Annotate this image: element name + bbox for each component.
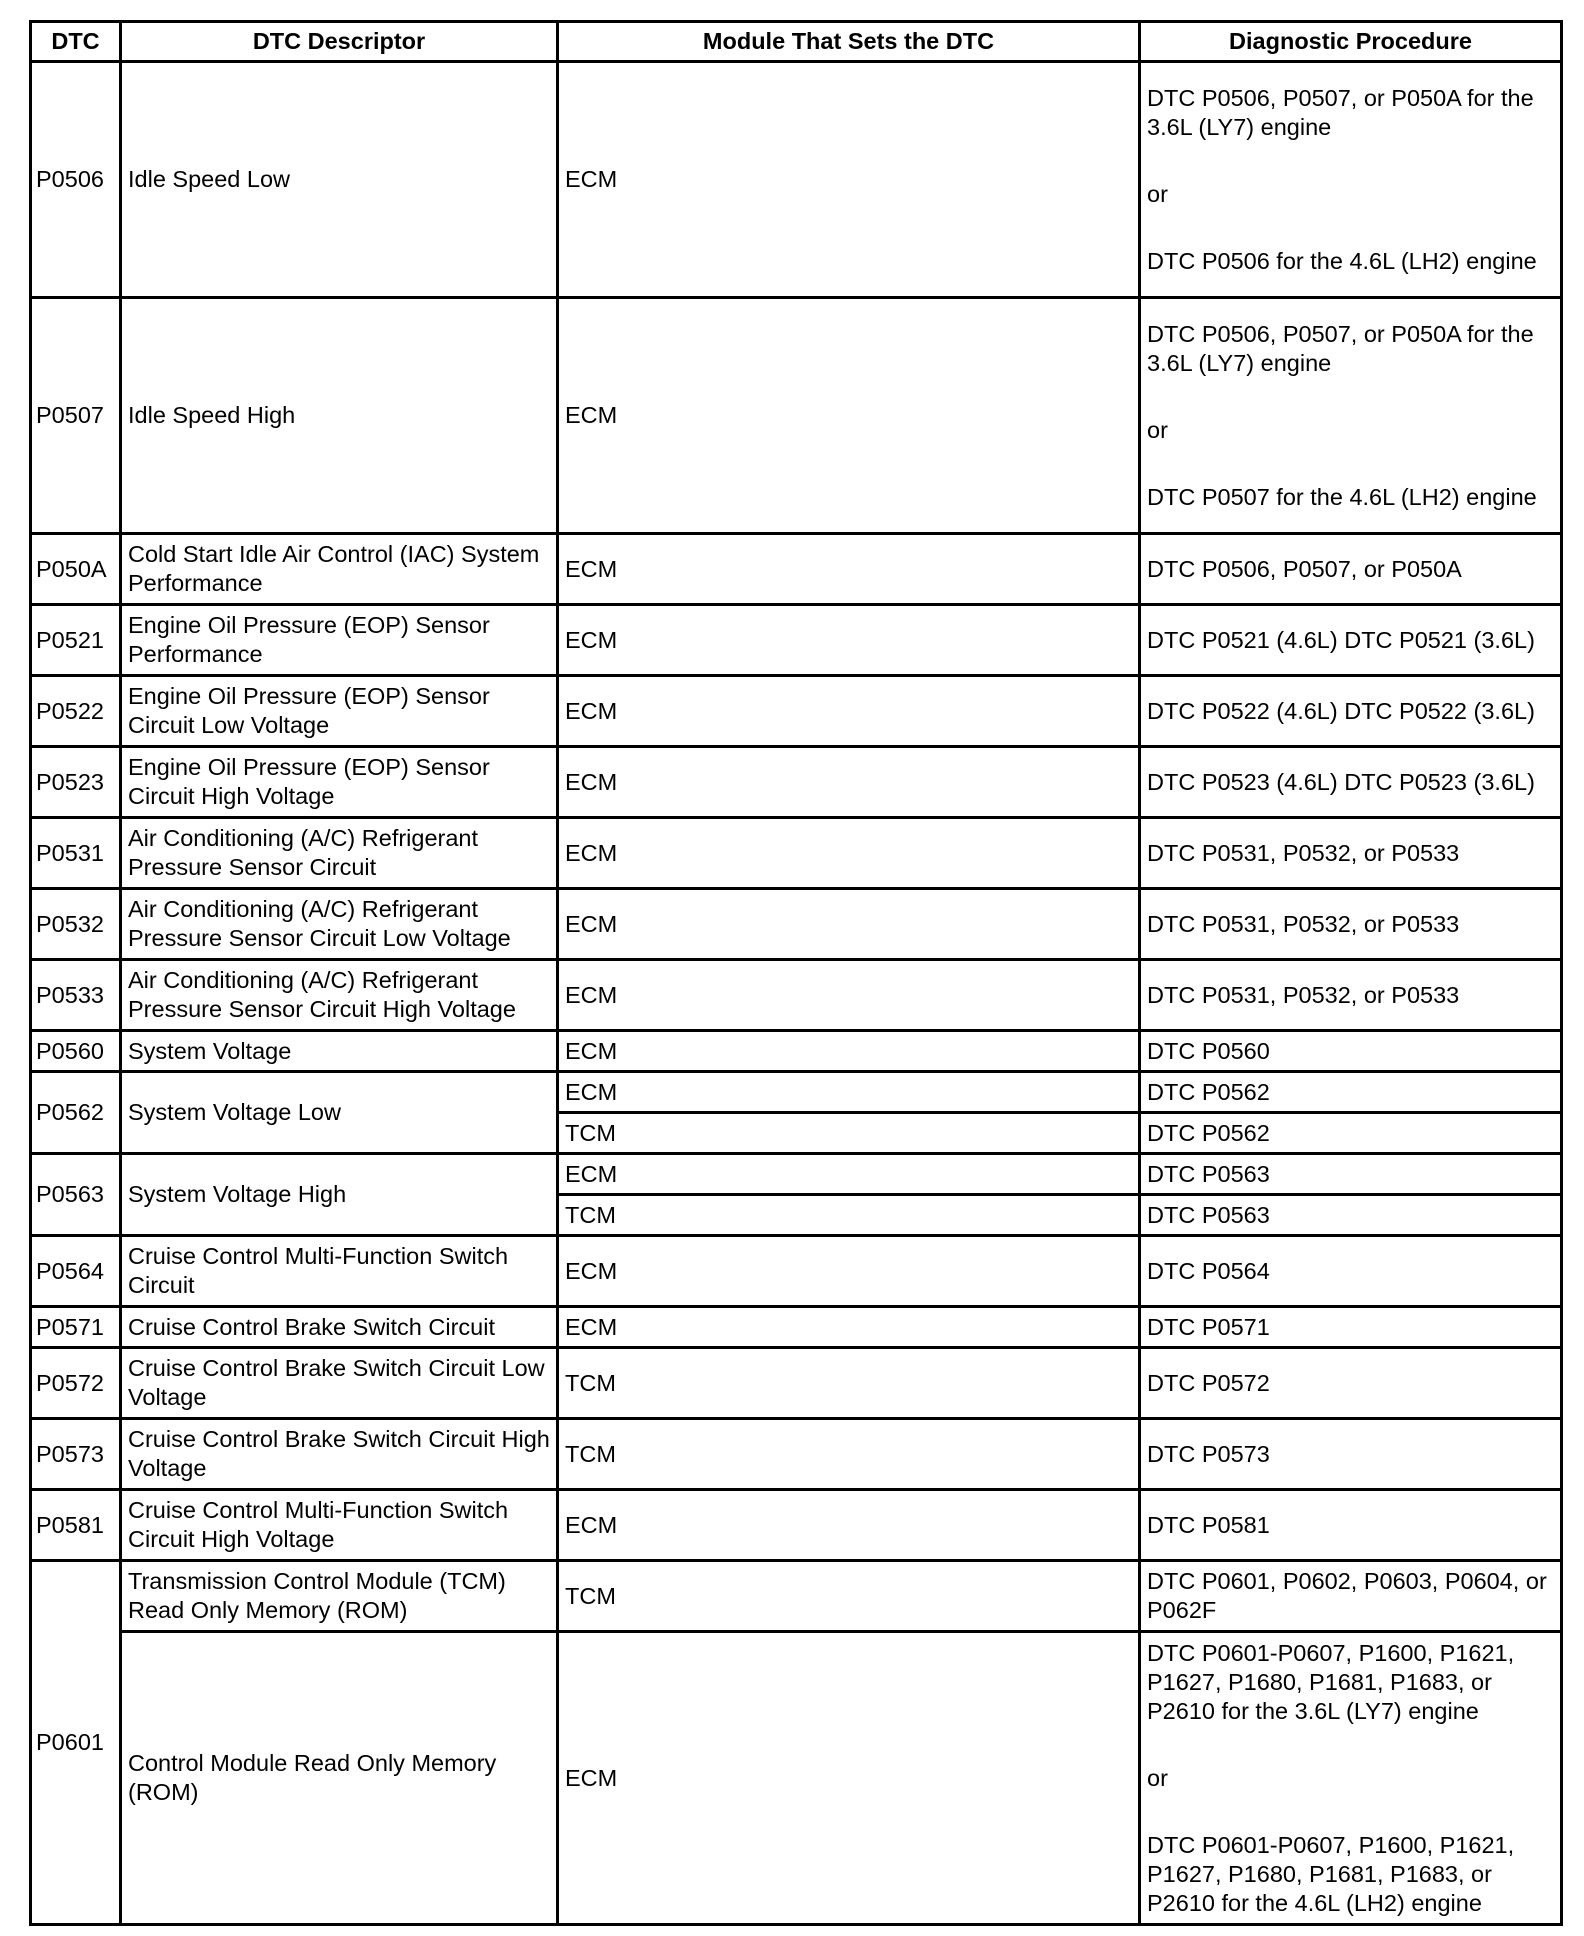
procedure-line: DTC P0601-P0607, P1600, P1621, P1627, P1680, P1681, P1683, or P2610 for the 4.6L (LH2) engine	[1147, 1831, 1515, 1916]
module: ECM	[558, 1490, 1140, 1561]
table-row	[31, 889, 1562, 960]
module: TCM	[558, 1113, 1140, 1154]
table-row	[31, 534, 1562, 605]
module: TCM	[558, 1348, 1140, 1419]
diagnostic-procedure: DTC P0563	[1140, 1195, 1562, 1236]
dtc-code: P0523	[31, 747, 121, 818]
dtc-descriptor: Control Module Read Only Memory (ROM)	[121, 1632, 558, 1925]
module: ECM	[558, 62, 1140, 298]
diagnostic-procedure: DTC P0521 (4.6L) DTC P0521 (3.6L)	[1140, 605, 1562, 676]
dtc-code: P0533	[31, 960, 121, 1031]
procedure-line: DTC P0507 for the 4.6L (LH2) engine	[1147, 483, 1537, 510]
module: ECM	[558, 960, 1140, 1031]
module: ECM	[558, 1236, 1140, 1307]
dtc-code: P0564	[31, 1236, 121, 1307]
diagnostic-procedure: DTC P0531, P0532, or P0533	[1140, 818, 1562, 889]
dtc-code: P0560	[31, 1031, 121, 1072]
table-row	[31, 1419, 1562, 1490]
module: TCM	[558, 1561, 1140, 1632]
table-row	[31, 747, 1562, 818]
module: ECM	[558, 889, 1140, 960]
table-row	[31, 62, 1562, 298]
dtc-code: P0571	[31, 1307, 121, 1348]
header-dtc: DTC	[31, 22, 121, 62]
module: TCM	[558, 1195, 1140, 1236]
dtc-descriptor: Cruise Control Brake Switch Circuit Low Voltage	[121, 1348, 558, 1419]
table-row	[31, 1072, 1562, 1113]
procedure-line: DTC P0506, P0507, or P050A for the 3.6L (LY7) engine	[1147, 320, 1534, 376]
module: ECM	[558, 818, 1140, 889]
dtc-code: P0562	[31, 1072, 121, 1154]
table-row	[31, 1632, 1562, 1925]
table-row	[31, 1154, 1562, 1195]
diagnostic-procedure: DTC P0601, P0602, P0603, P0604, or P062F	[1140, 1561, 1562, 1632]
dtc-descriptor: Engine Oil Pressure (EOP) Sensor Circuit High Voltage	[121, 747, 558, 818]
header-row	[31, 22, 1562, 62]
header-diagnostic-procedure: Diagnostic Procedure	[1140, 22, 1562, 62]
module: ECM	[558, 534, 1140, 605]
diagnostic-procedure: DTC P0572	[1140, 1348, 1562, 1419]
module: ECM	[558, 298, 1140, 534]
diagnostic-procedure: DTC P0523 (4.6L) DTC P0523 (3.6L)	[1140, 747, 1562, 818]
table-row	[31, 1236, 1562, 1307]
diagnostic-procedure: DTC P0506, P0507, or P050A	[1140, 534, 1562, 605]
dtc-descriptor: System Voltage High	[121, 1154, 558, 1236]
table-row	[31, 960, 1562, 1031]
dtc-code: P0563	[31, 1154, 121, 1236]
dtc-code: P0506	[31, 62, 121, 298]
dtc-code: P0532	[31, 889, 121, 960]
dtc-table	[29, 20, 1563, 1926]
dtc-descriptor: System Voltage Low	[121, 1072, 558, 1154]
table-row	[31, 298, 1562, 534]
dtc-descriptor: Cruise Control Brake Switch Circuit High Voltage	[121, 1419, 558, 1490]
module: ECM	[558, 1072, 1140, 1113]
diagnostic-procedure: DTC P0562	[1140, 1072, 1562, 1113]
dtc-descriptor: Idle Speed High	[121, 298, 558, 534]
dtc-descriptor: Air Conditioning (A/C) Refrigerant Pressure Sensor Circuit High Voltage	[121, 960, 558, 1031]
dtc-code: P0507	[31, 298, 121, 534]
diagnostic-procedure: DTC P0562	[1140, 1113, 1562, 1154]
procedure-line: or	[1147, 1764, 1168, 1791]
procedure-line: or	[1147, 416, 1168, 443]
dtc-code: P0573	[31, 1419, 121, 1490]
dtc-descriptor: Transmission Control Module (TCM) Read Only Memory (ROM)	[121, 1561, 558, 1632]
dtc-descriptor: Idle Speed Low	[121, 62, 558, 298]
dtc-code: P0522	[31, 676, 121, 747]
dtc-code: P0531	[31, 818, 121, 889]
table-row	[31, 676, 1562, 747]
dtc-descriptor: Air Conditioning (A/C) Refrigerant Pressure Sensor Circuit Low Voltage	[121, 889, 558, 960]
dtc-descriptor: Cruise Control Multi-Function Switch Circuit	[121, 1236, 558, 1307]
diagnostic-procedure: DTC P0564	[1140, 1236, 1562, 1307]
procedure-line: or	[1147, 180, 1168, 207]
module: ECM	[558, 1154, 1140, 1195]
table-row	[31, 605, 1562, 676]
diagnostic-procedure	[1140, 62, 1562, 298]
dtc-code: P0521	[31, 605, 121, 676]
diagnostic-procedure: DTC P0522 (4.6L) DTC P0522 (3.6L)	[1140, 676, 1562, 747]
module: ECM	[558, 1632, 1140, 1925]
diagnostic-procedure	[1140, 298, 1562, 534]
module: ECM	[558, 1307, 1140, 1348]
diagnostic-procedure: DTC P0560	[1140, 1031, 1562, 1072]
dtc-descriptor: Air Conditioning (A/C) Refrigerant Pressure Sensor Circuit	[121, 818, 558, 889]
diagnostic-procedure: DTC P0531, P0532, or P0533	[1140, 960, 1562, 1031]
dtc-code: P0572	[31, 1348, 121, 1419]
module: ECM	[558, 747, 1140, 818]
module: ECM	[558, 605, 1140, 676]
diagnostic-procedure: DTC P0571	[1140, 1307, 1562, 1348]
procedure-line: DTC P0506, P0507, or P050A for the 3.6L (LY7) engine	[1147, 84, 1534, 140]
procedure-line: DTC P0506 for the 4.6L (LH2) engine	[1147, 247, 1537, 274]
diagnostic-procedure: DTC P0581	[1140, 1490, 1562, 1561]
dtc-code: P0601	[31, 1561, 121, 1925]
dtc-code: P0581	[31, 1490, 121, 1561]
dtc-descriptor: Cruise Control Multi-Function Switch Circuit High Voltage	[121, 1490, 558, 1561]
procedure-line: DTC P0601-P0607, P1600, P1621, P1627, P1680, P1681, P1683, or P2610 for the 3.6L (LY7) engine	[1147, 1639, 1515, 1724]
module: TCM	[558, 1419, 1140, 1490]
header-dtc-descriptor: DTC Descriptor	[121, 22, 558, 62]
diagnostic-procedure: DTC P0531, P0532, or P0533	[1140, 889, 1562, 960]
dtc-code: P050A	[31, 534, 121, 605]
table-row	[31, 1561, 1562, 1632]
dtc-descriptor: System Voltage	[121, 1031, 558, 1072]
table-row	[31, 818, 1562, 889]
dtc-descriptor: Cruise Control Brake Switch Circuit	[121, 1307, 558, 1348]
table-row	[31, 1490, 1562, 1561]
module: ECM	[558, 1031, 1140, 1072]
diagnostic-procedure: DTC P0573	[1140, 1419, 1562, 1490]
table-row	[31, 1031, 1562, 1072]
table-row	[31, 1307, 1562, 1348]
diagnostic-procedure	[1140, 1632, 1562, 1925]
module: ECM	[558, 676, 1140, 747]
table-row	[31, 1348, 1562, 1419]
dtc-descriptor: Cold Start Idle Air Control (IAC) System Performance	[121, 534, 558, 605]
diagnostic-procedure: DTC P0563	[1140, 1154, 1562, 1195]
dtc-descriptor: Engine Oil Pressure (EOP) Sensor Performance	[121, 605, 558, 676]
dtc-descriptor: Engine Oil Pressure (EOP) Sensor Circuit Low Voltage	[121, 676, 558, 747]
header-module: Module That Sets the DTC	[558, 22, 1140, 62]
table-header	[31, 22, 1562, 62]
